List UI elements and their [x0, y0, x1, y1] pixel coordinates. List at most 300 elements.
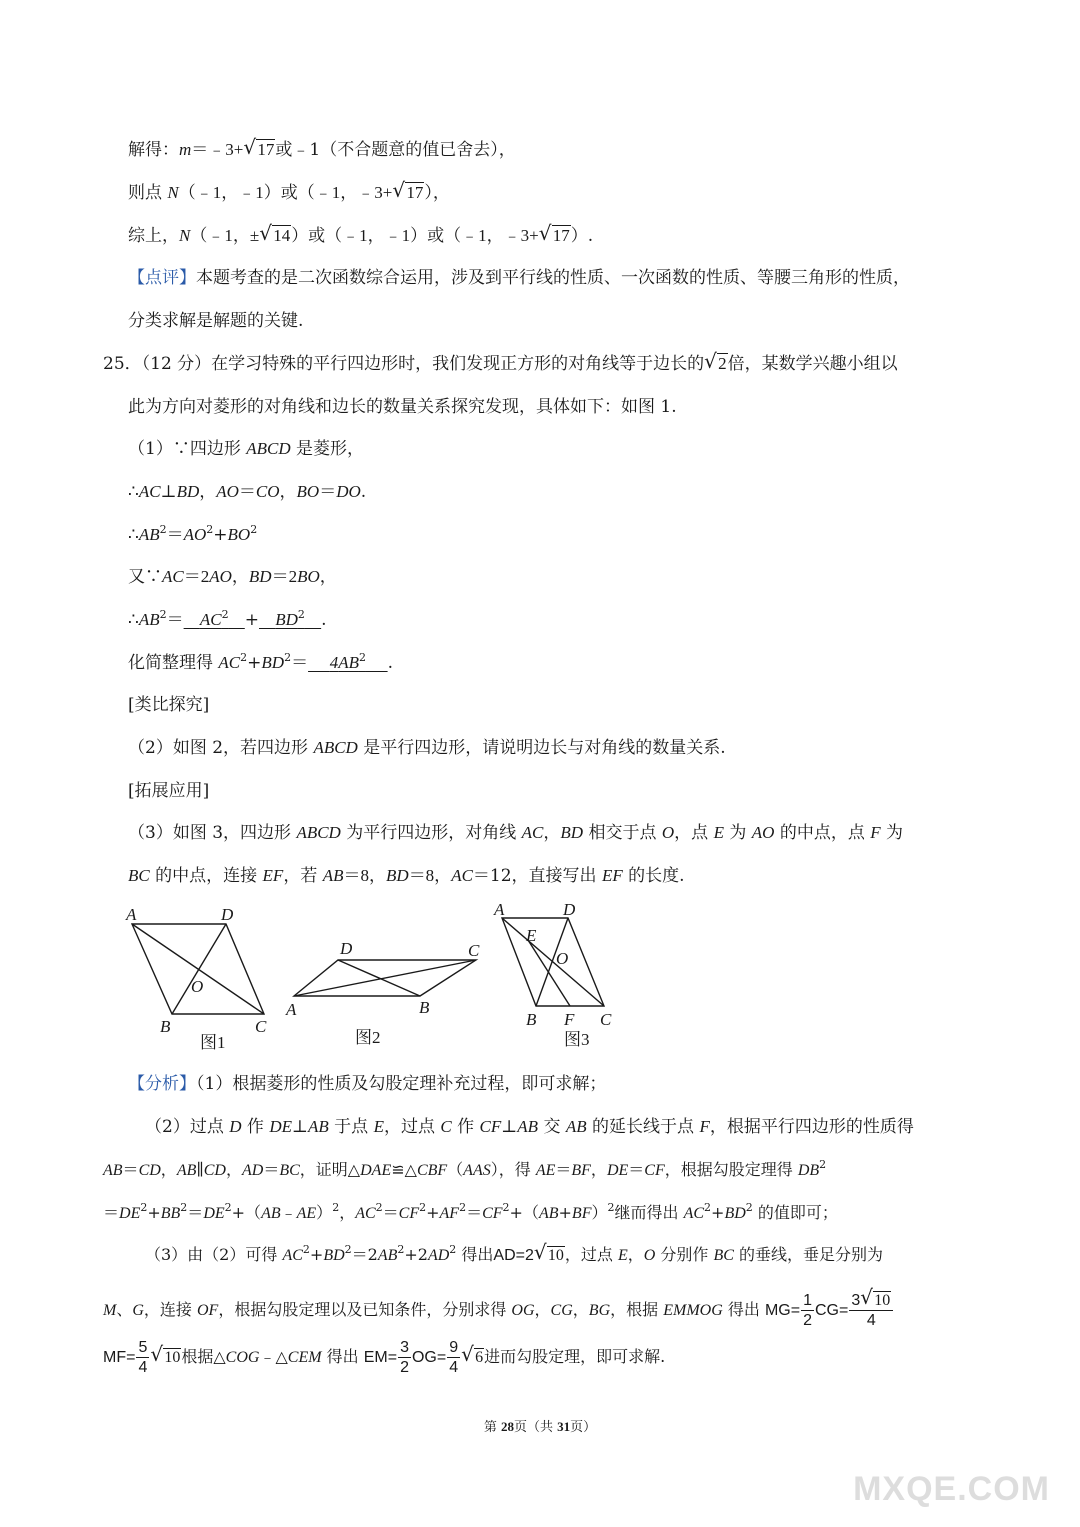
- text: ＝: [382, 1203, 399, 1222]
- fig1-caption: 图1: [200, 1033, 226, 1052]
- var: AB: [308, 1117, 329, 1136]
- var: EMMOG: [663, 1302, 723, 1319]
- text: （2）如图 2，若四边形: [128, 738, 314, 758]
- text: ⊥: [292, 1117, 308, 1137]
- text: +: [309, 1245, 324, 1264]
- text: （1）根据菱形的性质及勾股定理补充过程，即可求解；: [196, 1074, 607, 1094]
- text: （﹣1，±: [190, 226, 260, 245]
- fig1-label-c: C: [255, 1017, 267, 1036]
- text: ，: [572, 1300, 589, 1319]
- text: ，连接: [143, 1300, 197, 1319]
- text: 得出: [456, 1245, 494, 1264]
- var: E: [373, 1117, 384, 1136]
- text: 综上，: [128, 226, 179, 246]
- text: ∴: [128, 610, 139, 630]
- sup: 2: [302, 1243, 310, 1256]
- text: 页）: [570, 1420, 597, 1435]
- text: ＝: [319, 482, 337, 502]
- var: EF: [262, 866, 284, 885]
- sqrt: [535, 1243, 565, 1268]
- fig2-label-c: C: [468, 941, 480, 960]
- sup: 2: [819, 1158, 827, 1171]
- sup: 2: [358, 651, 366, 664]
- text: 化简整理得: [128, 653, 219, 673]
- text: ，: [627, 1245, 644, 1264]
- text: 分类求解是解题的关键.: [128, 311, 304, 331]
- text: 于点: [328, 1117, 374, 1137]
- var: G: [132, 1302, 144, 1319]
- text: ＝2: [271, 567, 298, 586]
- radicand: 6: [475, 1349, 484, 1366]
- var: AO: [183, 525, 207, 544]
- text: .: [387, 653, 393, 673]
- analysis-line-2: [145, 1115, 914, 1139]
- text: ﹣: [280, 1203, 297, 1222]
- math-text: OG=: [411, 1349, 447, 1366]
- var: AB: [517, 1117, 539, 1136]
- fig1-label-b: B: [160, 1017, 171, 1036]
- text: ）.: [570, 226, 594, 246]
- var: CF: [644, 1162, 665, 1179]
- text: ＝12，直接写出: [472, 866, 602, 886]
- figure-3: [502, 918, 604, 1006]
- sqrt: [462, 1337, 484, 1378]
- var: CD: [138, 1162, 161, 1179]
- var: AC: [218, 653, 241, 672]
- sup: 2: [459, 1201, 467, 1214]
- numerator: [849, 1291, 893, 1311]
- fig2-caption: 图2: [355, 1028, 381, 1047]
- text: ）: [316, 1203, 333, 1222]
- text: ），: [424, 183, 450, 203]
- fig3-label-b: B: [526, 1010, 537, 1029]
- fig3-label-o: O: [556, 949, 569, 968]
- radicand: 10: [547, 1247, 564, 1264]
- fig3-label-a: A: [494, 900, 505, 919]
- var: CG: [550, 1302, 573, 1319]
- text: +: [558, 1203, 572, 1222]
- text: 的垂线，垂足分别为: [733, 1245, 884, 1264]
- var: BD: [176, 482, 200, 501]
- part1-line-1: [128, 437, 364, 461]
- text: ，: [279, 482, 297, 502]
- text: +: [147, 1203, 161, 1222]
- sqrt: [244, 138, 275, 162]
- part1-line-6: [128, 651, 393, 675]
- sqrt: [861, 1291, 891, 1310]
- part2-question: [128, 736, 726, 760]
- watermark: MXQE.COM: [853, 1470, 1050, 1508]
- figure-2: [294, 960, 476, 996]
- text: 又∵: [128, 567, 162, 587]
- var: ABCD: [313, 738, 358, 757]
- numerator: 3: [400, 1339, 409, 1356]
- var: EF: [601, 866, 623, 885]
- var: N: [167, 183, 179, 202]
- text: 则点: [128, 183, 168, 203]
- text: ＝: [187, 1203, 204, 1222]
- radicand: 14: [273, 226, 291, 245]
- sqrt: [151, 1337, 181, 1378]
- sup: 2: [159, 608, 167, 621]
- text: ）: [591, 1203, 608, 1222]
- var: BF: [571, 1162, 591, 1179]
- page-footer: [0, 1416, 1080, 1435]
- var: AE: [535, 1162, 556, 1179]
- var: BG: [588, 1302, 611, 1319]
- var: AB: [138, 610, 160, 629]
- text: ＝: [628, 1160, 645, 1179]
- fig2-label-b: B: [419, 998, 430, 1017]
- var: BD: [261, 653, 285, 672]
- text: 的长度.: [622, 866, 685, 886]
- sup: 2: [250, 523, 258, 536]
- text: ，若: [283, 866, 323, 886]
- sqrt: [705, 352, 728, 376]
- math-text: MG=: [764, 1302, 801, 1319]
- var: DAE: [360, 1162, 392, 1179]
- text: 的中点，连接: [149, 866, 263, 886]
- text: 是平行四边形，请说明边长与对角线的数量关系.: [357, 738, 726, 758]
- sup: 2: [297, 608, 305, 621]
- fig3-label-e: E: [526, 926, 537, 945]
- section-extension: [128, 779, 209, 803]
- text: ＝: [466, 1203, 483, 1222]
- var: AC: [138, 482, 161, 501]
- var: AC: [282, 1247, 303, 1264]
- fraction: [801, 1291, 814, 1330]
- blank-3: [308, 653, 388, 673]
- question-25-line-2: [128, 395, 677, 419]
- part1-line-2: [128, 480, 366, 504]
- text: ，: [319, 567, 337, 587]
- var: AB: [377, 1247, 398, 1264]
- text: ＝2: [351, 1245, 378, 1264]
- var: COG: [225, 1349, 260, 1366]
- var: DE: [119, 1205, 141, 1222]
- sup: 2: [224, 1201, 232, 1214]
- math-text: AD=2: [493, 1247, 534, 1264]
- question-25-line-1: [103, 352, 898, 376]
- text: （: [447, 1160, 464, 1179]
- text: ∴: [128, 482, 139, 502]
- text: ∴: [128, 525, 139, 545]
- fig2-label-a: A: [286, 1000, 297, 1019]
- var: BC: [128, 866, 150, 885]
- text: ≌△: [391, 1160, 417, 1179]
- var: AB: [176, 1162, 197, 1179]
- var: DE: [203, 1205, 225, 1222]
- var: D: [229, 1117, 242, 1136]
- sup: 2: [419, 1201, 427, 1214]
- text: ，点: [674, 823, 714, 843]
- sup: 2: [180, 1201, 188, 1214]
- sup: 2: [397, 1243, 405, 1256]
- var: F: [870, 823, 881, 842]
- fraction: [136, 1338, 149, 1377]
- text: ＝2: [183, 567, 210, 586]
- solution-line-1: [128, 138, 516, 162]
- text: ），得: [490, 1160, 536, 1179]
- text: +: [426, 1203, 440, 1222]
- math-text: EM=: [363, 1349, 398, 1366]
- fig1-label-d: D: [221, 905, 234, 924]
- var: M: [103, 1302, 117, 1319]
- radicand: 17: [257, 140, 275, 159]
- radicand: 17: [552, 226, 570, 245]
- text: 为平行四边形，对角线: [340, 823, 522, 843]
- figure-1: [132, 924, 264, 1014]
- fig3-label-f: F: [564, 1010, 575, 1029]
- part3-question-line-2: [128, 864, 685, 888]
- var: BD: [248, 567, 272, 586]
- text: 得出: [321, 1347, 364, 1366]
- fig3-caption: 图3: [564, 1030, 590, 1049]
- part1-line-5: [128, 608, 327, 632]
- radicand: 10: [164, 1349, 181, 1366]
- var: BO: [227, 525, 251, 544]
- text: ＝: [291, 653, 309, 673]
- text: ，: [231, 567, 249, 587]
- radicand: 10: [874, 1292, 891, 1309]
- text: +（: [509, 1203, 539, 1222]
- text: ＝8，: [343, 866, 387, 885]
- sup: 2: [140, 1201, 148, 1214]
- review-tag: 【点评】: [128, 268, 196, 288]
- text: ，: [160, 1160, 177, 1179]
- text: 继而得出: [614, 1203, 684, 1222]
- fraction: [398, 1338, 411, 1377]
- text: [类比探究]: [128, 695, 210, 715]
- fig1-diagonal-bd: [172, 924, 226, 1014]
- sup: 2: [745, 1201, 753, 1214]
- text: ，: [225, 1160, 242, 1179]
- sup: 2: [240, 651, 248, 664]
- sup: 2: [332, 1201, 340, 1214]
- text: 分别作: [655, 1245, 714, 1264]
- var: N: [179, 226, 191, 245]
- fig2-label-d: D: [340, 939, 353, 958]
- text: （2）过点: [145, 1117, 230, 1137]
- sup: 2: [375, 1201, 383, 1214]
- text: （﹣1，﹣1）或（﹣1，﹣3+: [178, 183, 393, 202]
- fig3-diagonal-ac: [502, 918, 604, 1006]
- text: 相交于点: [583, 823, 662, 843]
- var: AO: [751, 823, 775, 842]
- var: AO: [216, 482, 239, 501]
- text: ﹣△: [259, 1347, 288, 1366]
- var: BO: [297, 567, 320, 586]
- sup: 2: [607, 1201, 615, 1214]
- var: AO: [209, 567, 232, 586]
- var: DE: [606, 1162, 629, 1179]
- var: CBF: [416, 1162, 448, 1179]
- text: 得出: [722, 1300, 765, 1319]
- var: OG: [511, 1302, 535, 1319]
- var: F: [699, 1117, 710, 1136]
- solution-line-2: [128, 181, 450, 205]
- var: AC: [355, 1205, 376, 1222]
- var: AC: [162, 567, 184, 586]
- text: ＝: [238, 482, 256, 502]
- sup: 2: [159, 523, 167, 536]
- var: DB: [797, 1162, 820, 1179]
- text: ，根据勾股定理以及已知条件，分别求得: [218, 1300, 512, 1319]
- text: 作: [241, 1117, 270, 1137]
- denominator: 2: [803, 1312, 812, 1329]
- fraction: [849, 1291, 893, 1330]
- denominator: 2: [400, 1359, 409, 1376]
- text: 倍，某数学兴趣小组以: [727, 354, 898, 374]
- fig3-label-d: D: [563, 900, 576, 919]
- var: CF: [482, 1205, 503, 1222]
- analysis-line-5: [145, 1243, 883, 1268]
- var: AB: [322, 866, 344, 885]
- text: 根据△: [181, 1347, 226, 1366]
- text: +: [244, 610, 260, 630]
- var: BO: [296, 482, 320, 501]
- text: ，根据勾股定理得: [664, 1160, 798, 1179]
- var: BD: [724, 1205, 746, 1222]
- text: ，过点: [564, 1245, 618, 1264]
- var: DO: [336, 482, 361, 501]
- var: AD: [242, 1162, 264, 1179]
- sqrt: [260, 224, 291, 248]
- text: ，: [199, 482, 217, 502]
- fraction: [447, 1338, 460, 1377]
- sqrt: [540, 224, 571, 248]
- sup: 2: [206, 523, 214, 536]
- var: AD: [427, 1247, 450, 1264]
- text: ⊥: [501, 1117, 518, 1137]
- part1-line-4: [128, 565, 337, 589]
- text: ＝: [263, 1160, 280, 1179]
- blank-1: [184, 610, 245, 630]
- analysis-line-4: [103, 1201, 838, 1226]
- text: 解得：: [128, 140, 179, 160]
- var: AC: [451, 866, 473, 885]
- var: AC: [521, 823, 544, 842]
- var: BD: [560, 823, 584, 842]
- coef: 3: [851, 1292, 861, 1309]
- var: AC: [683, 1205, 705, 1222]
- text: .: [321, 610, 327, 630]
- text: ＝: [555, 1160, 572, 1179]
- denominator: 4: [866, 1312, 876, 1329]
- review-line-2: [128, 309, 303, 333]
- var: BD: [323, 1247, 345, 1264]
- analysis-line-7: [103, 1337, 665, 1378]
- var: AB: [538, 1205, 559, 1222]
- fig1-label-a: A: [126, 905, 137, 924]
- fig1-label-o: O: [191, 977, 204, 996]
- var: BB: [160, 1205, 181, 1222]
- sup: 2: [344, 1243, 352, 1256]
- text: ，证明△: [299, 1160, 361, 1179]
- var: CEM: [287, 1349, 322, 1366]
- var: C: [440, 1117, 452, 1136]
- text: [拓展应用]: [128, 781, 210, 801]
- var: CO: [255, 482, 280, 501]
- text: ＝: [103, 1203, 120, 1222]
- text: 此为方向对菱形的对角线和边长的数量关系探究发现，具体如下：如图 1.: [128, 397, 677, 417]
- text: +: [213, 525, 228, 545]
- sup: 2: [449, 1243, 457, 1256]
- fig2-diagonal-bd: [338, 960, 420, 996]
- var: m: [179, 140, 192, 159]
- denominator: 4: [449, 1359, 459, 1376]
- var: ABCD: [246, 439, 291, 458]
- var: AF: [439, 1205, 460, 1222]
- text: ＝: [166, 610, 184, 630]
- var: CD: [203, 1162, 226, 1179]
- sup: 2: [221, 608, 229, 621]
- var: BD: [386, 866, 409, 885]
- page-total: 31: [557, 1419, 571, 1434]
- var: OF: [197, 1302, 219, 1319]
- part1-line-3: [128, 523, 257, 547]
- text: 、: [116, 1300, 133, 1319]
- solution-line-3: [128, 224, 593, 248]
- numerator: 5: [138, 1339, 148, 1356]
- var: O: [643, 1247, 656, 1264]
- analysis-line-6: [103, 1290, 894, 1331]
- text: ，: [339, 1203, 356, 1222]
- var: BC: [279, 1162, 300, 1179]
- text: （3）如图 3，四边形: [128, 823, 297, 843]
- text: +: [247, 653, 262, 673]
- part3-question-line-1: [128, 821, 903, 845]
- blank-2: [259, 610, 321, 630]
- text: 进而勾股定理，即可求解.: [484, 1347, 666, 1366]
- var: AC: [199, 610, 222, 629]
- text: 是菱形，: [290, 439, 365, 459]
- text: ，过点: [383, 1117, 441, 1137]
- text: 25．（12 分）在学习特殊的平行四边形时，我们发现正方形的对角线等于边长的: [103, 354, 705, 374]
- text: ＝﹣3+: [191, 140, 244, 159]
- fig3-label-c: C: [600, 1010, 612, 1029]
- sup: 2: [502, 1201, 510, 1214]
- text: ∥: [196, 1160, 204, 1179]
- var: BC: [713, 1247, 734, 1264]
- text: 的延长线于点: [586, 1117, 700, 1137]
- text: （3）由（2）可得: [145, 1245, 283, 1264]
- denominator: 4: [138, 1359, 148, 1376]
- text: ，: [543, 823, 561, 843]
- text: 为: [723, 823, 752, 843]
- text: +: [711, 1203, 725, 1222]
- text: ，: [590, 1160, 607, 1179]
- text: 第: [483, 1420, 501, 1435]
- text: .: [360, 482, 367, 502]
- var: AB: [565, 1117, 587, 1136]
- var: AAS: [463, 1162, 491, 1179]
- text: 作: [451, 1117, 480, 1137]
- math-text: CG=: [814, 1302, 849, 1319]
- var: AE: [296, 1205, 317, 1222]
- text: +2: [404, 1245, 428, 1264]
- numerator: 9: [449, 1339, 459, 1356]
- text: ＝: [122, 1160, 139, 1179]
- radicand: 2: [718, 354, 727, 373]
- sup: 2: [704, 1201, 712, 1214]
- text: ＝: [166, 525, 184, 545]
- numerator: 1: [803, 1292, 812, 1309]
- text: 或﹣1（不合题意的值已舍去），: [275, 140, 516, 160]
- figures: [120, 898, 640, 1058]
- var: BD: [275, 610, 298, 629]
- var: DE: [269, 1117, 292, 1136]
